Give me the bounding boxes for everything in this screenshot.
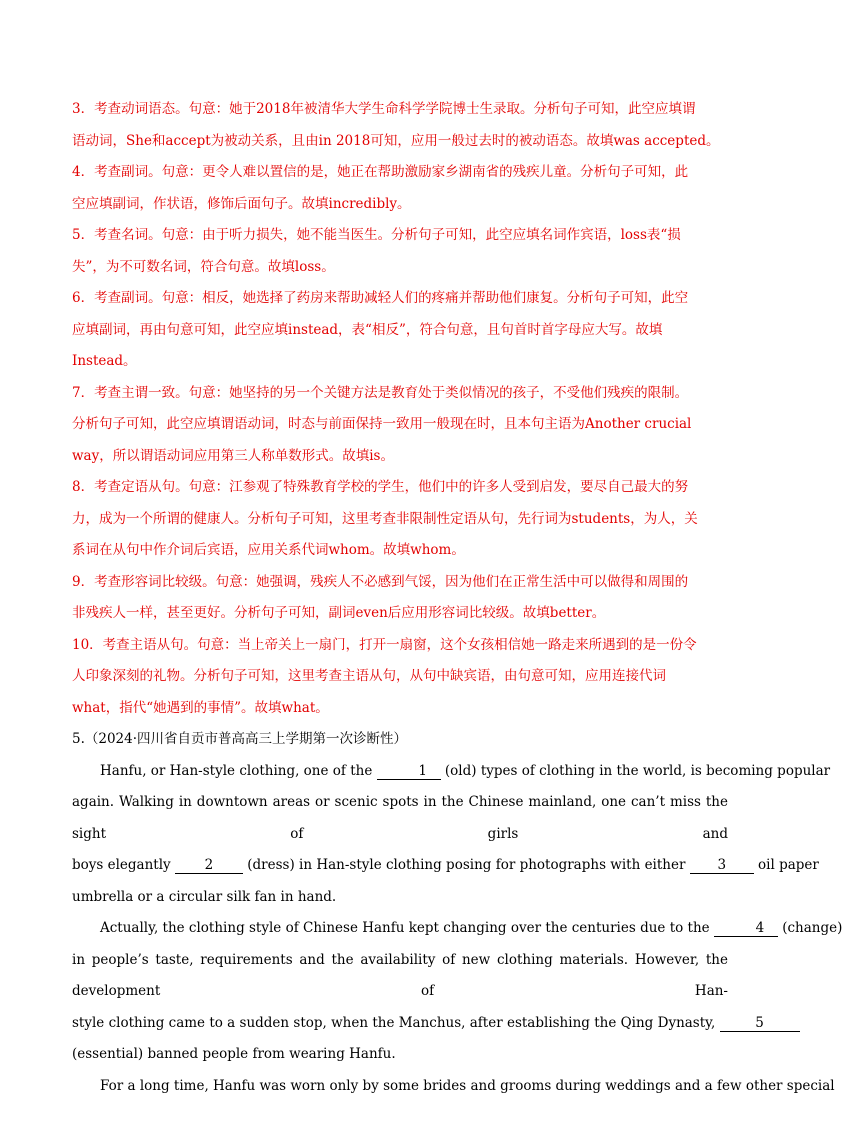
blank-4[interactable]: 4 [714, 920, 778, 937]
question-heading: 5.（2024·四川省自贡市普高高三上学期第一次诊断性） [72, 731, 408, 747]
passage-line: umbrella or a circular silk fan in hand. [72, 888, 337, 905]
answer-line: 9．考查形容词比较级。句意：她强调，残疾人不必感到气馁，因为他们在正常生活中可以做得和周围的 [72, 573, 689, 590]
answer-line: Instead。 [72, 353, 137, 369]
answer-line: 系词在从句中作介词后宾语，应用关系代词whom。故填whom。 [72, 542, 465, 558]
answer-line: 应填副词，再由句意可知，此空应填instead，表“相反”，符合句意，且句首时首字母应大写。故填 [72, 321, 663, 338]
answer-line: 8．考查定语从句。句意：江参观了特殊教育学校的学生，他们中的许多人受到启发，要尽自己最大的努 [72, 479, 689, 495]
answer-explanations [72, 94, 728, 724]
passage-line: in people’s taste, requirements and the availability of new clothing materials. However, the development of Han- [72, 951, 728, 999]
answer-line: 4．考查副词。句意：更令人难以置信的是，她正在帮助激励家乡湖南省的残疾儿童。分析句子可知，此 [72, 164, 689, 180]
answer-line: 语动词，She和accept为被动关系，且由in 2018可知，应用一般过去时的被动语态。故填was accepted。 [72, 132, 720, 149]
answer-line: what，指代“她遇到的事情”。故填what。 [72, 699, 329, 716]
answer-line: 6．考查副词。句意：相反，她选择了药房来帮助减轻人们的疼痛并帮助他们康复。分析句子可知，此空 [72, 290, 689, 306]
blank-3[interactable]: 3 [690, 857, 754, 874]
document-page [72, 94, 842, 1102]
answer-line: way，所以谓语动词应用第三人称单数形式。故填is。 [72, 447, 394, 464]
passage-line: boys elegantly 2 (dress) in Han-style clothing posing for photographs with either 3 oil paper [72, 857, 819, 873]
blank-2[interactable]: 2 [175, 857, 243, 874]
answer-line: 7．考查主谓一致。句意：她坚持的另一个关键方法是教育处于类似情况的孩子，不受他们残疾的限制。 [72, 384, 689, 401]
answer-line: 非残疾人一样，甚至更好。分析句子可知，副词even后应用形容词比较级。故填better。 [72, 605, 606, 621]
passage-line: Hanfu, or Han-style clothing, one of the 1 (old) types of clothing in the world, is becoming popular [100, 762, 831, 779]
passage-line: style clothing came to a sudden stop, when the Manchus, after establishing the Qing Dynasty, 5 [72, 1008, 728, 1040]
answer-line: 10．考查主语从句。句意：当上帝关上一扇门，打开一扇窗，这个女孩相信她一路走来所遇到的是一份令 [72, 636, 697, 653]
blank-1[interactable]: 1 [377, 763, 441, 780]
answer-line: 5．考查名词。句意：由于听力损失，她不能当医生。分析句子可知，此空应填名词作宾语，loss表“损 [72, 227, 681, 243]
answer-line: 失”，为不可数名词，符合句意。故填loss。 [72, 258, 335, 275]
answer-line: 分析句子可知，此空应填谓语动词，时态与前面保持一致用一般现在时，且本句主语为Another crucial [72, 416, 692, 432]
answer-line: 3．考查动词语态。句意：她于2018年被清华大学生命科学学院博士生录取。分析句子可知，此空应填谓 [72, 101, 696, 117]
passage-line: again. Walking in downtown areas or scenic spots in the Chinese mainland, one can’t miss the sight of girls and [72, 794, 728, 842]
answer-line: 空应填副词，作状语，修饰后面句子。故填incredibly。 [72, 195, 411, 212]
passage [72, 756, 842, 1103]
blank-5[interactable]: 5 [720, 1015, 800, 1032]
passage-line: For a long time, Hanfu was worn only by some brides and grooms during weddings and a few other special [100, 1077, 835, 1094]
answer-line: 力，成为一个所谓的健康人。分析句子可知，这里考查非限制性定语从句，先行词为students，为人，关 [72, 510, 698, 527]
passage-line: (essential) banned people from wearing Hanfu. [72, 1046, 396, 1062]
passage-line: Actually, the clothing style of Chinese Hanfu kept changing over the centuries due to the 4 (change) [100, 920, 842, 936]
answer-line: 人印象深刻的礼物。分析句子可知，这里考查主语从句，从句中缺宾语，由句意可知，应用连接代词 [72, 668, 666, 684]
